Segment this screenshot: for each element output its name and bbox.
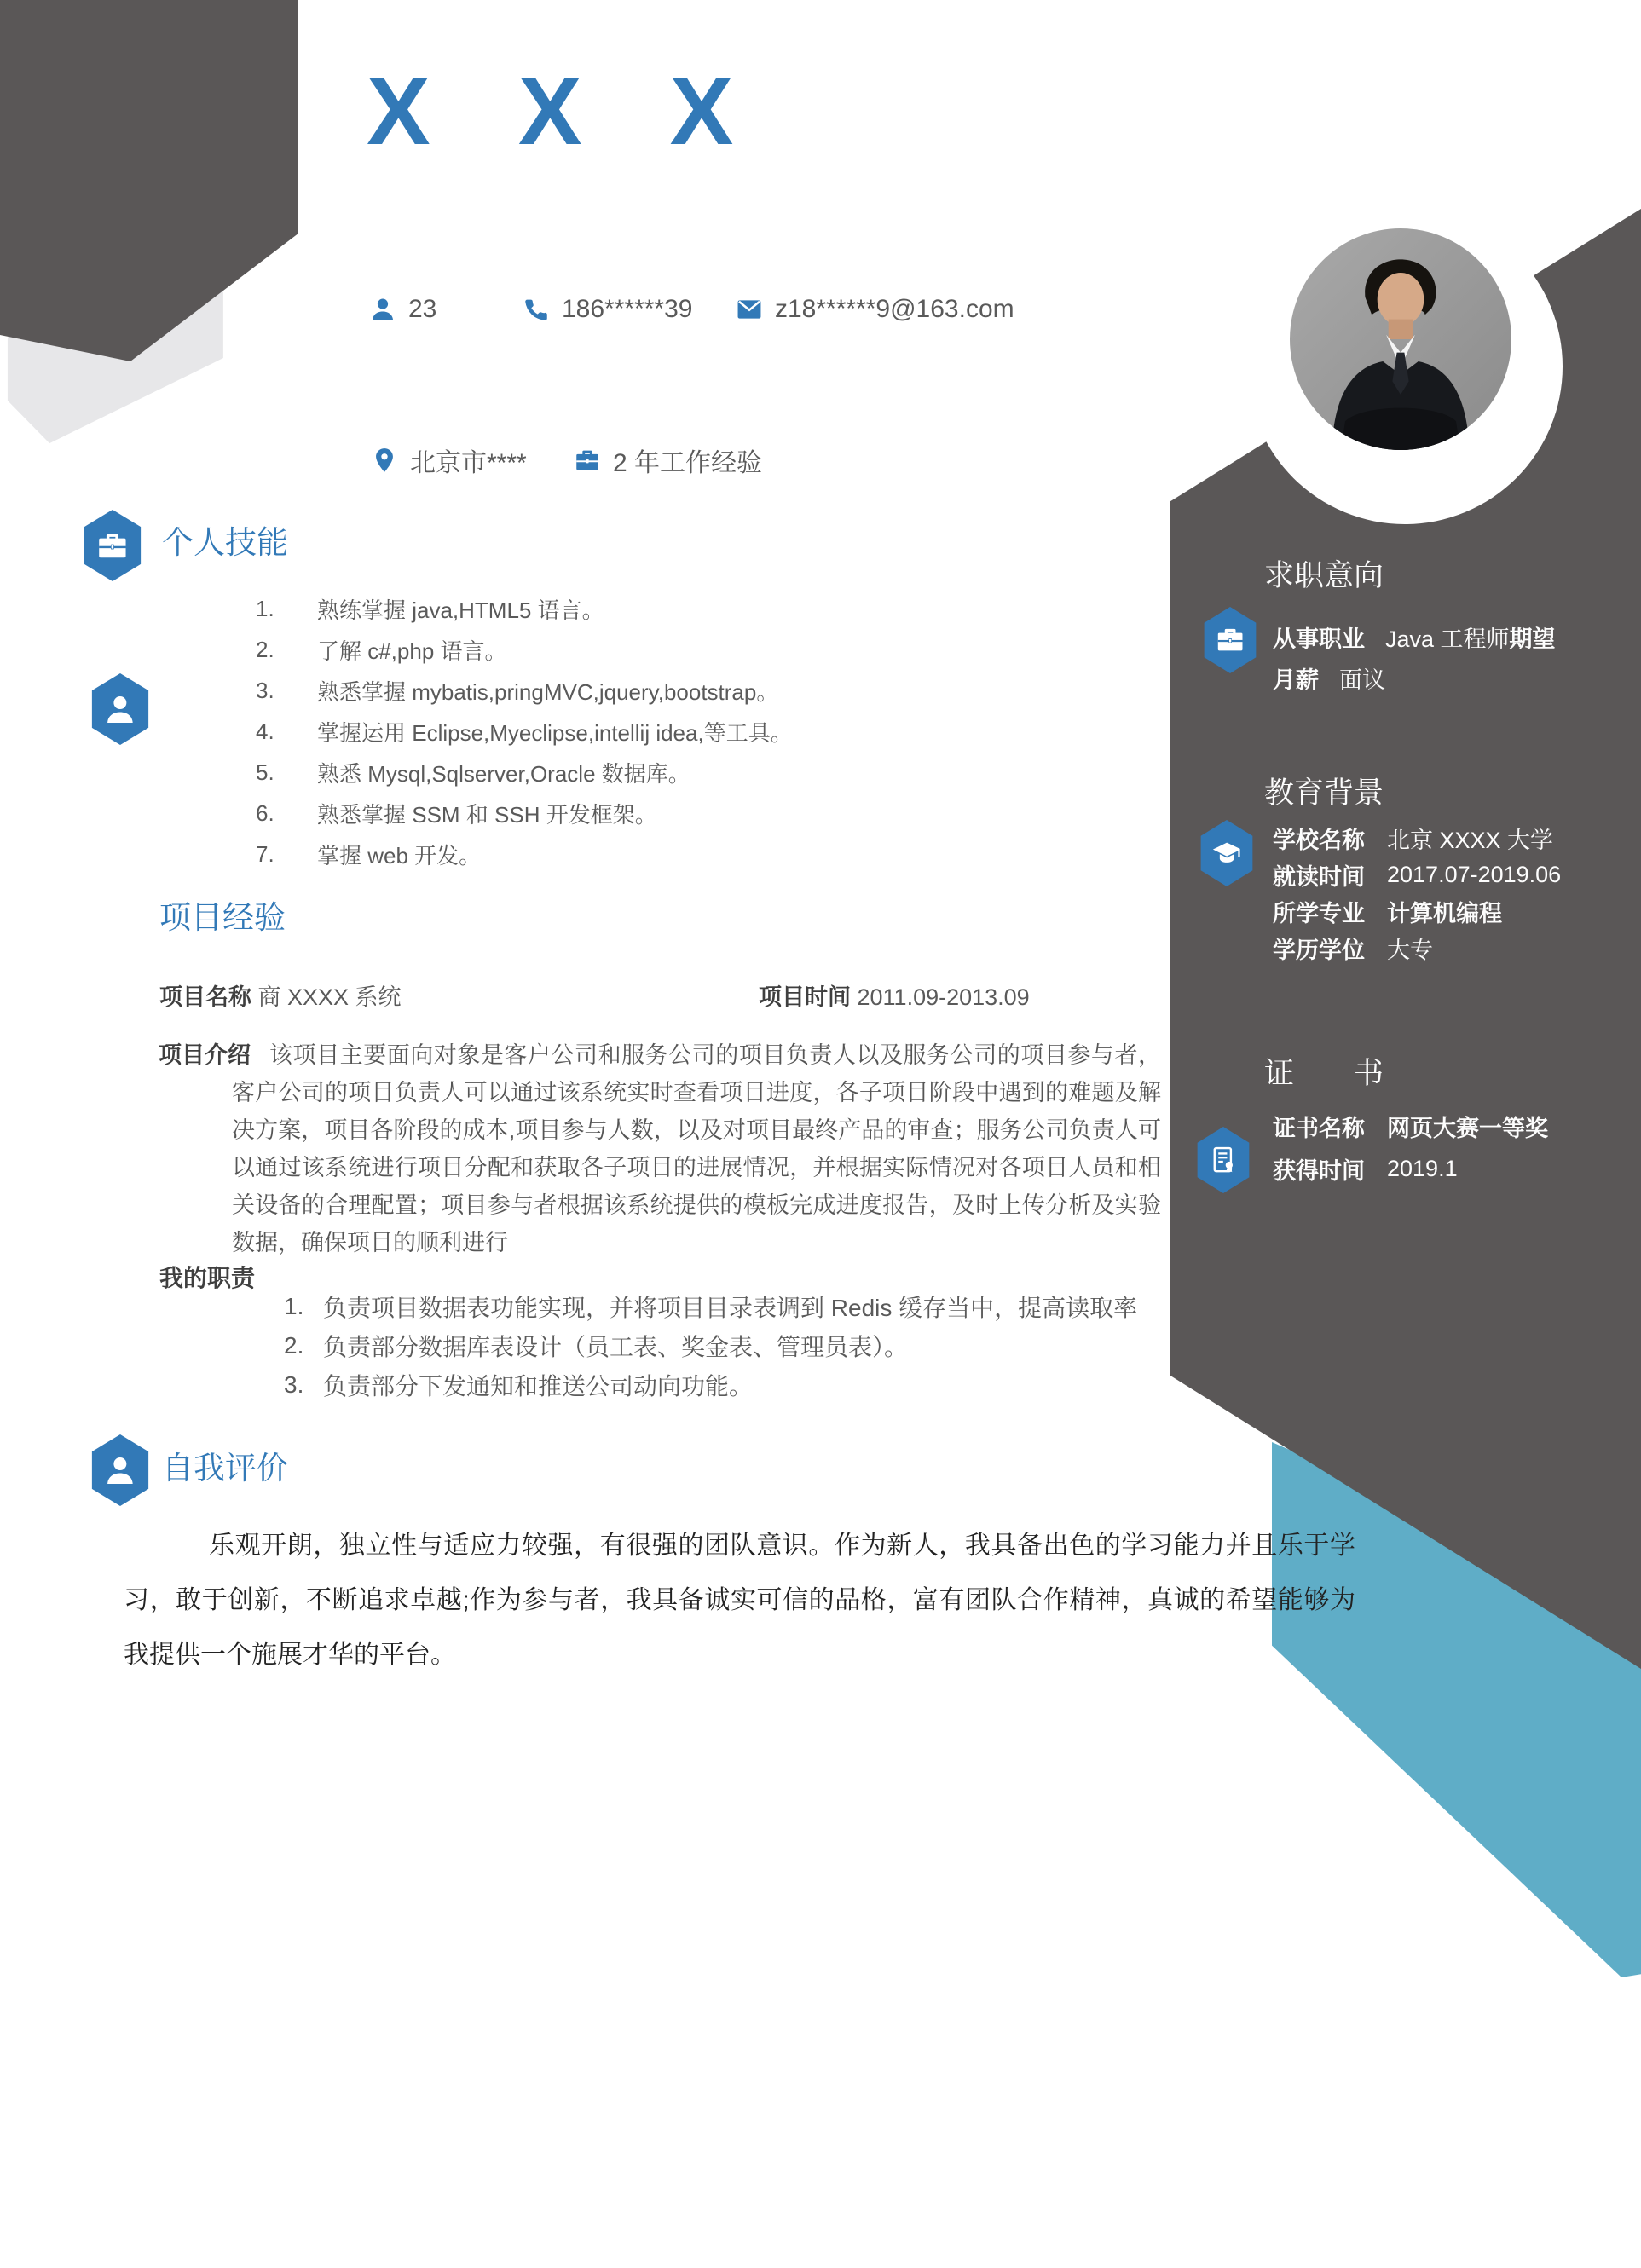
user-hexagon-icon xyxy=(90,673,151,745)
project-section-title: 项目经验 xyxy=(159,900,286,935)
duty-number: 3. xyxy=(284,1371,304,1398)
location-pin-icon xyxy=(370,446,399,475)
certificate-glyph xyxy=(1207,1140,1239,1179)
skill-number: 6. xyxy=(256,799,274,826)
user-icon xyxy=(368,295,397,324)
skill-item xyxy=(256,711,1134,752)
phone-icon xyxy=(522,295,551,324)
age-value: 23 xyxy=(408,295,437,323)
education-row-value: 计算机编程 xyxy=(1387,901,1502,926)
portrait-illustration xyxy=(1290,228,1511,450)
location-value: 北京市**** xyxy=(410,449,527,477)
certificate-row xyxy=(1273,1105,1548,1147)
project-name-row xyxy=(159,978,402,1012)
project-time-label: 项目时间 xyxy=(759,984,851,1010)
duty-item xyxy=(284,1287,1247,1326)
education-row xyxy=(1273,930,1561,967)
education-row-label: 就读时间 xyxy=(1273,864,1365,890)
salary-label-part1: 期望 xyxy=(1509,626,1556,652)
certificate-row-label: 证书名称 xyxy=(1273,1115,1365,1141)
skill-text: 熟悉 Mysql,Sqlserver,Oracle 数据库。 xyxy=(317,760,690,787)
duties-list xyxy=(284,1287,1247,1405)
user-glyph xyxy=(102,689,138,730)
education-row xyxy=(1273,820,1561,857)
skill-item xyxy=(256,793,1134,834)
project-name-value: 商 XXXX 系统 xyxy=(257,984,402,1010)
project-time-value: 2011.09-2013.09 xyxy=(857,984,1030,1010)
graduation-cap-glyph xyxy=(1211,834,1243,872)
briefcase-icon xyxy=(573,446,602,475)
skill-number: 7. xyxy=(256,840,274,867)
project-name-label: 项目名称 xyxy=(159,984,251,1010)
duty-text: 负责部分数据库表设计（员工表、奖金表、管理员表）。 xyxy=(323,1334,909,1360)
job-intent-title: 求职意向 xyxy=(1264,559,1384,592)
project-intro-text: 该项目主要面向对象是客户公司和服务公司的项目负责人以及服务公司的项目参与者，客户公司的项目负责人可以通过该系统实时查看项目进度，各子项目阶段中遇到的难题及解决方案，项目各阶段的成本,项目参与人数，以及对项目最终产品的审查；服务公司负责人可以通过该系统进行项目分配和获取各子项目的进展情况，并根据实际情况对各项目人员和相关设备的合理配置；项目参与者根据该系统提供的模板完成进度报告，及时上传分析及实验数据，确保项目的顺利进行 xyxy=(232,1042,1161,1255)
profile-photo xyxy=(1290,228,1511,450)
skill-item xyxy=(256,588,1134,629)
project-intro-label: 项目介绍 xyxy=(159,1042,251,1068)
education-row-value: 2017.07-2019.06 xyxy=(1387,862,1562,887)
education-row-value: 北京 XXXX 大学 xyxy=(1387,828,1554,853)
skill-number: 4. xyxy=(256,718,274,744)
briefcase-glyph xyxy=(1214,620,1246,659)
job-intent-rows xyxy=(1273,619,1631,701)
skill-item xyxy=(256,834,1134,874)
contact-email xyxy=(735,295,1014,324)
certificate-title: 证 书 xyxy=(1264,1057,1384,1090)
occupation-value: Java 工程师 xyxy=(1385,626,1510,652)
briefcase-glyph xyxy=(95,525,130,567)
skill-item xyxy=(256,752,1134,793)
skills-list xyxy=(256,588,1134,874)
contact-age xyxy=(368,295,436,324)
skill-number: 5. xyxy=(256,759,274,785)
skill-number: 2. xyxy=(256,636,274,662)
certificate-row-value: 网页大赛一等奖 xyxy=(1387,1115,1548,1141)
skill-text: 熟练掌握 java,HTML5 语言。 xyxy=(317,597,604,623)
project-intro xyxy=(159,1036,1161,1261)
briefcase-hexagon-icon xyxy=(82,510,143,581)
experience-value: 2 年工作经验 xyxy=(613,449,763,477)
skill-text: 掌握运用 Eclipse,Myeclipse,intellij idea,等工具。 xyxy=(317,719,793,746)
skills-section-title: 个人技能 xyxy=(162,525,288,560)
candidate-name: X X X xyxy=(367,58,765,164)
duty-text: 负责部分下发通知和推送公司动向功能。 xyxy=(323,1373,754,1399)
education-row-label: 学校名称 xyxy=(1273,828,1365,853)
contact-location xyxy=(370,441,527,479)
contact-phone xyxy=(522,295,692,324)
skill-text: 熟悉掌握 mybatis,pringMVC,jquery,bootstrap。 xyxy=(317,678,779,705)
education-row xyxy=(1273,893,1561,930)
duty-number: 2. xyxy=(284,1332,304,1359)
skill-text: 了解 c#,php 语言。 xyxy=(317,638,507,664)
phone-value: 186******39 xyxy=(562,295,693,323)
education-title: 教育背景 xyxy=(1264,776,1384,810)
evaluation-text: 乐观开朗，独立性与适应力较强，有很强的团队意识。作为新人，我具备出色的学习能力并且乐于学习，敢于创新，不断追求卓越;作为参与者，我具备诚实可信的品格，富有团队合作精神，真诚的希望能够为我提供一个施展才华的平台。 xyxy=(124,1532,1355,1669)
duty-item xyxy=(284,1326,1247,1365)
education-rows xyxy=(1273,820,1561,967)
skill-number: 3. xyxy=(256,677,274,703)
skill-item xyxy=(256,629,1134,670)
education-row-label: 学历学位 xyxy=(1273,938,1365,963)
certificate-rows xyxy=(1273,1105,1548,1190)
duties-label: 我的职责 xyxy=(159,1265,256,1291)
job-salary-line xyxy=(1273,660,1631,701)
skill-text: 掌握 web 开发。 xyxy=(317,842,482,869)
skill-item xyxy=(256,670,1134,711)
mail-icon xyxy=(735,295,764,324)
user-hexagon-icon xyxy=(90,1434,151,1506)
occupation-label: 从事职业 xyxy=(1273,626,1365,652)
certificate-row xyxy=(1273,1147,1548,1190)
salary-label-part2: 月薪 xyxy=(1273,667,1319,693)
evaluation-text-block xyxy=(124,1519,1355,1682)
education-row xyxy=(1273,857,1561,893)
skill-number: 1. xyxy=(256,595,274,621)
certificate-row-label: 获得时间 xyxy=(1273,1157,1365,1184)
education-row-value: 大专 xyxy=(1387,938,1433,963)
top-left-dark-shape xyxy=(0,0,298,366)
duty-number: 1. xyxy=(284,1293,304,1319)
project-time-row xyxy=(759,978,1030,1012)
email-value: z18******9@163.com xyxy=(775,295,1014,323)
duty-item xyxy=(284,1365,1247,1405)
certificate-row-value: 2019.1 xyxy=(1387,1155,1458,1181)
duty-text: 负责项目数据表功能实现，并将项目目录表调到 Redis 缓存当中，提高读取率 xyxy=(323,1295,1138,1321)
evaluation-section-title: 自我评价 xyxy=(162,1451,288,1486)
skill-text: 熟悉掌握 SSM 和 SSH 开发框架。 xyxy=(317,801,657,828)
education-row-label: 所学专业 xyxy=(1273,901,1365,926)
job-occupation-line xyxy=(1273,619,1631,660)
salary-value: 面议 xyxy=(1339,667,1385,693)
user-glyph xyxy=(102,1450,138,1492)
contact-experience xyxy=(573,441,762,479)
